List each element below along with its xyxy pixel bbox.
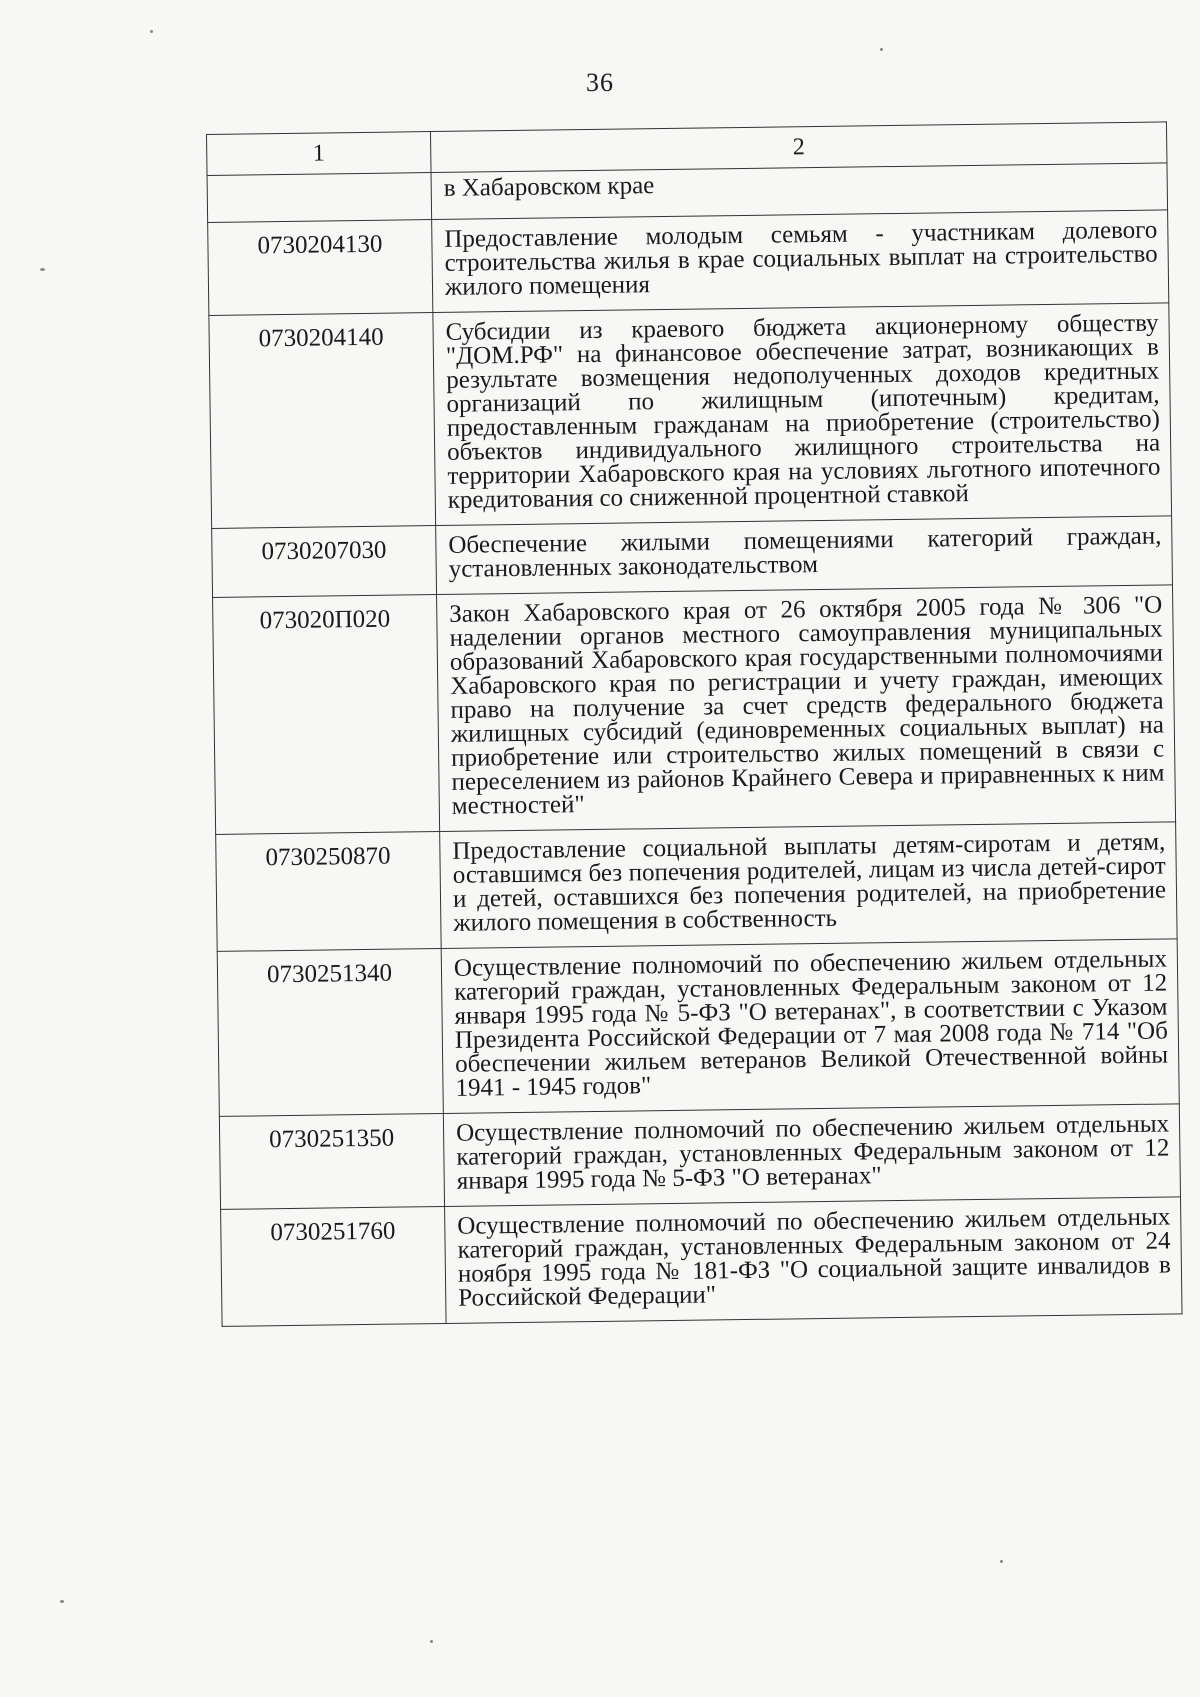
description-cell: Осуществление полномочий по обеспечению жильем отдельных категорий граждан, установленных Федеральным законом от 12 января 1995 года № 5-ФЗ "О ветеранах", в соответствии с Указом Президента Российской Федерации от 7 мая 2008 года № 714 "Об обеспечении жильем ветеранов Великой Отечественной войны 1941 - 1945 годов" — [441, 939, 1179, 1114]
scan-speck — [1000, 1560, 1003, 1563]
description-cell: Предоставление молодым семьям - участникам долевого строительства жилья в крае социальных выплат на строительство жилого помещения — [432, 210, 1169, 313]
table-row — [212, 516, 1173, 598]
scan-speck — [60, 1600, 64, 1603]
table-row — [221, 1197, 1182, 1327]
column-header-1: 1 — [207, 132, 432, 176]
code-cell: 0730207030 — [212, 526, 437, 598]
description-cell: Закон Хабаровского края от 26 октября 2005 года № 306 "О наделении органов местного самоуправления муниципальных образований Хабаровского края государственными полномочиями Хабаровского края по регистрации и учету граждан, имеющих право на получение за счет средств федерального бюджета жилищных субсидий (единовременных социальных выплат) на приобретение или строительство жилых помещений в связи с переселением из районов Крайнего Севера и приравненных к ним местностей" — [437, 585, 1176, 832]
code-cell: 0730251350 — [219, 1113, 444, 1209]
scan-speck — [40, 268, 45, 271]
table-row — [208, 210, 1169, 316]
scan-speck — [430, 1640, 433, 1643]
code-cell: 073020П020 — [213, 595, 440, 835]
table-row — [216, 822, 1177, 952]
column-header-2: 2 — [430, 122, 1166, 173]
code-cell — [207, 173, 432, 223]
description-cell: Осуществление полномочий по обеспечению жильем отдельных категорий граждан, установленных Федеральным законом от 24 ноября 1995 года № 181-ФЗ "О социальной защите инвалидов в Российской Федерации" — [445, 1197, 1182, 1324]
table-row — [209, 303, 1172, 529]
scan-speck — [150, 30, 153, 33]
code-cell: 0730250870 — [216, 832, 442, 952]
description-cell: Обеспечение жилыми помещениями категорий граждан, установленных законодательством — [436, 516, 1173, 595]
scan-speck — [880, 48, 883, 51]
table-row — [219, 1104, 1180, 1210]
table-container — [206, 121, 1182, 1326]
table-row — [213, 585, 1176, 835]
code-cell: 0730251760 — [221, 1206, 447, 1326]
page-number: 36 — [586, 68, 614, 97]
description-cell: в Хабаровском крае — [431, 163, 1168, 220]
description-cell: Субсидии из краевого бюджета акционерному обществу "ДОМ.РФ" на финансовое обеспечение затрат, возникающих в результате возмещения недополученных доходов кредитных организаций по жилищным (ипотечным) кредитам, предоставленным гражданам на приобретение (строительство) объектов индивидуального жилищного строительства на территории Хабаровского края на условиях льготного ипотечного кредитования со сниженной процентной ставкой — [433, 303, 1172, 526]
document-table — [206, 121, 1183, 1326]
code-cell: 0730204140 — [209, 313, 436, 529]
code-cell: 0730204130 — [208, 220, 433, 316]
table-row — [217, 939, 1179, 1117]
description-cell: Предоставление социальной выплаты детям-сиротам и детям, оставшимся без попечения родителей, лицам из числа детей-сирот и детей, оставшихся без попечения родителей, на приобретение жилого помещения в собственность — [440, 822, 1177, 949]
description-cell: Осуществление полномочий по обеспечению жильем отдельных категорий граждан, установленных Федеральным законом от 12 января 1995 года № 5-ФЗ "О ветеранах" — [443, 1104, 1180, 1207]
code-cell: 0730251340 — [217, 948, 443, 1116]
